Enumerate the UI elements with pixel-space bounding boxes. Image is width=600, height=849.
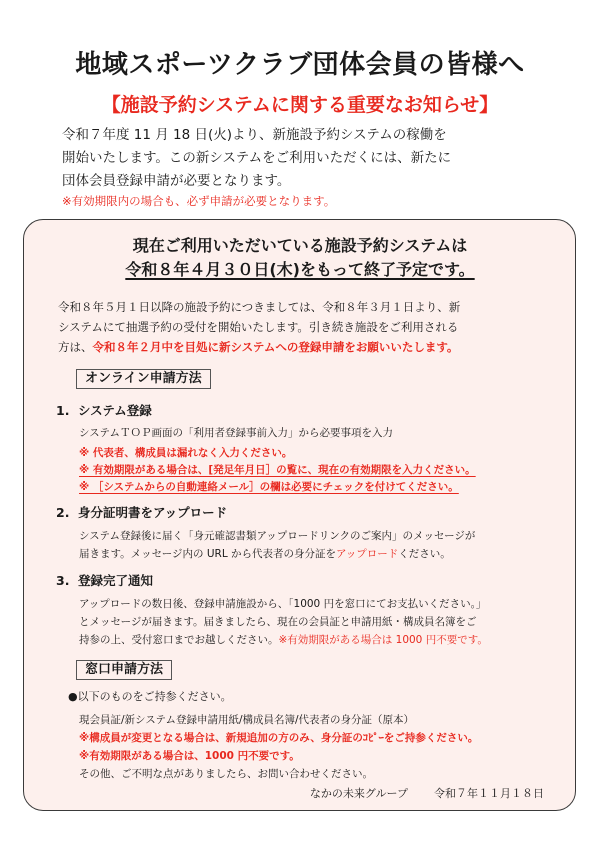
step-2-body (79, 545, 451, 563)
notice-para-line: システムにて抽選予約の受付を開始いたします。引き続き施設をご利用される (58, 320, 459, 334)
step-3-body-highlight: ※有効期限がある場合は 1000 円不要です。 (278, 634, 488, 646)
intro-note: ※有効期限内の場合も、必ず申請が必要となります。 (62, 194, 336, 208)
page-title: 地域スポーツクラブ団体会員の皆様へ (75, 50, 525, 80)
intro-paragraph (62, 124, 562, 193)
notice-para-line (58, 337, 558, 357)
step-3-body (79, 631, 488, 649)
step-2-body-highlight: アップロード (336, 548, 399, 560)
step-3-body: アップロードの数日後、登録申請施設から、「1000 円を窓口にてお支払いください。」 (79, 598, 487, 610)
counter-application-header: 窓口申請方法 (76, 660, 172, 680)
notice-headline-line-2: 令和８年４月３０日(木)をもって終了予定です。 (125, 260, 475, 279)
counter-note: ※構成員が変更となる場合は、新規追加の方のみ、身分証のｺﾋﾟｰをご持参ください。 (79, 732, 479, 744)
step-3-title (56, 571, 153, 589)
step-number: 3. (56, 573, 70, 588)
notice-headline (0, 234, 600, 282)
step-2-title (56, 503, 227, 521)
footer-date: 令和７年１１月１８日 (434, 787, 544, 800)
counter-lead: ●以下のものをご持参ください。 (68, 690, 232, 703)
page-subtitle: 【施設予約システムに関する重要なお知らせ】 (101, 94, 499, 116)
counter-items: 現会員証/新システム登録申請用紙/構成員名簿/代表者の身分証（原本） (79, 714, 415, 726)
step-title-text: システム登録 (78, 403, 152, 418)
step-1-note-underlined: ※ ［システムからの自動連絡メール］の欄は必要にチェックを付けてください。 (79, 481, 459, 493)
intro-line: 令和７年度 11 月 18 日(火)より、新施設予約システムの稼働を (62, 127, 447, 143)
counter-closing: その他、ご不明な点がありましたら、お問い合わせください。 (79, 768, 373, 780)
step-1-note (79, 461, 476, 479)
counter-note: ※有効期限がある場合は、1000 円不要です。 (79, 750, 300, 762)
step-title-text: 身分証明書をアップロード (78, 505, 228, 520)
step-1-note-underlined: ※ 有効期限がある場合は、[発足年月日］の覧に、現在の有効期限を入力ください。 (79, 464, 476, 476)
step-title-text: 登録完了通知 (78, 573, 154, 588)
step-2-body-suffix: ください。 (398, 548, 451, 560)
step-2-body: システム登録後に届く「身元確認書類アップロードリンクのご案内」のメッセージが (79, 530, 476, 542)
step-number: 1. (56, 403, 70, 418)
step-3-body-prefix: 持参の上、受付窓口までお越しください。 (79, 634, 279, 646)
step-1-body: システムＴＯＰ画面の「利用者登録事前入力」から必要事項を入力 (79, 427, 393, 439)
footer-org: なかの未来グループ (309, 787, 408, 800)
step-3-body: とメッセージが届きます。届きましたら、現在の会員証と申請用紙・構成員名簿をご (79, 616, 477, 628)
intro-line: 開始いたします。この新システムをご利用いただくには、新たに (62, 150, 452, 166)
intro-line: 団体会員登録申請が必要となります。 (62, 173, 291, 189)
step-1-title (56, 401, 152, 419)
notice-headline-line-1: 現在ご利用いただいている施設予約システムは (132, 236, 468, 255)
notice-para-prefix: 方は、 (58, 340, 93, 354)
footer (310, 785, 544, 801)
step-number: 2. (56, 505, 70, 520)
step-1-note: ※ 代表者、構成員は漏れなく入力ください。 (79, 447, 293, 459)
step-1-note (79, 478, 459, 496)
step-2-body-prefix: 届きます。メッセージ内の URL から代表者の身分証を (79, 548, 337, 560)
notice-para-line: 令和８年５月１日以降の施設予約につきましては、令和８年３月１日より、新 (58, 300, 461, 314)
notice-paragraph (58, 297, 558, 357)
notice-para-highlight: 令和８年２月中を目処に新システムへの登録申請をお願いいたします。 (92, 340, 459, 354)
online-application-header: オンライン申請方法 (76, 369, 211, 389)
